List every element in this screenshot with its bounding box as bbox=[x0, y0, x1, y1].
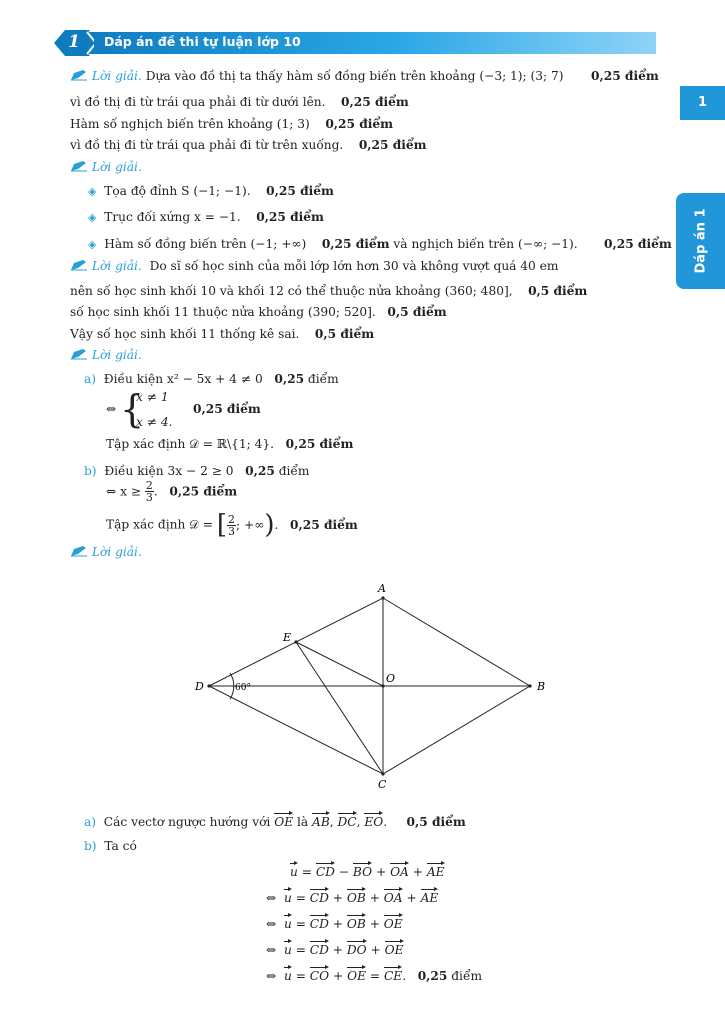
vector: OA bbox=[384, 888, 403, 905]
equiv-symbol: ⇔ bbox=[266, 969, 277, 983]
vector: OB bbox=[347, 888, 366, 905]
operator: + bbox=[332, 917, 343, 931]
operator: + bbox=[332, 943, 343, 957]
vector: OE bbox=[385, 940, 404, 957]
diamond-bullet-icon: ◈ bbox=[88, 185, 97, 198]
vector: CD bbox=[310, 940, 329, 957]
q4a-line3: Tập xác định 𝒟 = ℝ\{1; 4}. 0,25 điểm bbox=[106, 437, 354, 451]
operator: + bbox=[370, 943, 381, 957]
diamond-bullet-icon: ◈ bbox=[88, 211, 97, 224]
vector: AE bbox=[427, 862, 445, 879]
solution-label: Lời giải. bbox=[91, 69, 142, 83]
pencil-icon bbox=[70, 259, 88, 271]
page-number-tab: 1 bbox=[680, 86, 725, 120]
equation-row: ⇔ u = CO + OE = CE. 0,25 điểm bbox=[266, 966, 482, 983]
label-a: A bbox=[378, 582, 386, 595]
q4a-line2-points: 0,25 điểm bbox=[193, 402, 261, 416]
segment-eo bbox=[296, 642, 383, 686]
q4a-equiv: ⇔ bbox=[106, 402, 117, 416]
q3-line4: Vậy số học sinh khối 11 thống kê sai. 0,5 điểm bbox=[70, 327, 375, 341]
vector: CD bbox=[316, 862, 335, 879]
vector-u: u bbox=[284, 888, 292, 905]
point-b bbox=[528, 684, 531, 687]
operator: + bbox=[333, 969, 344, 983]
operator: + bbox=[406, 891, 417, 905]
label-c: C bbox=[378, 778, 387, 791]
equiv-symbol: ⇔ bbox=[266, 917, 277, 931]
operator: + bbox=[369, 891, 380, 905]
vector: OE bbox=[347, 966, 366, 983]
q2-bullet3-points: 0,25 điểm bbox=[604, 237, 672, 251]
equation-row: u = CD − BO + OA + AE bbox=[290, 862, 445, 879]
q2-bullet2: ◈ Trục đối xứng x = −1. 0,25 điểm bbox=[88, 210, 324, 224]
vector: CD bbox=[310, 914, 329, 931]
section-tab-label: Dáp án 1 bbox=[693, 208, 708, 274]
rhombus-figure bbox=[180, 578, 560, 793]
operator: + bbox=[332, 891, 343, 905]
q1-line1: Lời giải. Dựa vào đồ thị ta thấy hàm số đồng biến trên khoảng (−3; 1); (3; 7) bbox=[70, 69, 564, 83]
section-banner bbox=[52, 30, 656, 56]
banner-title: Dáp án đề thi tự luận lớp 10 bbox=[104, 34, 301, 49]
equation-row: ⇔ u = CD + OB + OA + AE bbox=[266, 888, 438, 905]
operator: − bbox=[338, 865, 350, 879]
equiv-symbol: ⇔ bbox=[266, 943, 277, 957]
q4b-line1: b) Điều kiện 3x − 2 ≥ 0 0,25 điểm bbox=[84, 464, 310, 478]
vector: OB bbox=[347, 914, 366, 931]
q3-line3: số học sinh khối 11 thuộc nửa khoảng (390; 520]. 0,5 điểm bbox=[70, 305, 447, 319]
vector: DO bbox=[347, 940, 367, 957]
equation-row: ⇔ u = CD + DO + OE bbox=[266, 940, 404, 957]
q1-line1-points: 0,25 điểm bbox=[591, 69, 659, 83]
vector-u: u bbox=[284, 966, 292, 983]
operator: + bbox=[412, 865, 423, 879]
point-o bbox=[381, 684, 384, 687]
vector: AE bbox=[421, 888, 439, 905]
pencil-icon bbox=[70, 69, 88, 81]
q2-bullet3: ◈ Hàm số đồng biến trên (−1; +∞) 0,25 điểm và nghịch biến trên (−∞; −1). bbox=[88, 237, 578, 251]
q4-solution: Lời giải. bbox=[70, 348, 142, 362]
banner-number: 1 bbox=[68, 32, 80, 52]
equation-row: ⇔ u = CD + OB + OE bbox=[266, 914, 403, 931]
q1-line4: vì đồ thị đi từ trái qua phải đi từ trên xuống. 0,25 điểm bbox=[70, 138, 427, 152]
q2-bullet1: ◈ Tọa độ đỉnh S (−1; −1). 0,25 điểm bbox=[88, 184, 334, 198]
angle-label: 60° bbox=[235, 683, 251, 693]
operator: + bbox=[369, 917, 380, 931]
q1-line3: Hàm số nghịch biến trên khoảng (1; 3) 0,25 điểm bbox=[70, 117, 394, 131]
vector: CO bbox=[310, 966, 329, 983]
q2-solution: Lời giải. bbox=[70, 160, 142, 174]
q4b-line3: Tập xác định 𝒟 = [ $\frac{2}{3}$ ; +∞). 0,25 điểm bbox=[106, 510, 358, 540]
pencil-icon bbox=[70, 545, 88, 557]
section-tab[interactable] bbox=[676, 193, 725, 289]
pencil-icon bbox=[70, 348, 88, 360]
vector: BO bbox=[353, 862, 372, 879]
q5a-line: a) Các vectơ ngược hướng với OE là AB, DC, EO. 0,5 điểm bbox=[84, 812, 466, 829]
vector: OE bbox=[384, 914, 403, 931]
label-d: D bbox=[195, 680, 204, 693]
label-e: E bbox=[283, 631, 292, 644]
point-a bbox=[381, 596, 384, 599]
segment-ec bbox=[296, 642, 383, 774]
vector-u: u bbox=[284, 914, 292, 931]
q3-line2: nên số học sinh khối 10 và khối 12 có thể thuộc nửa khoảng (360; 480], 0,5 điểm bbox=[70, 284, 588, 298]
point-d bbox=[207, 684, 210, 687]
q3-line1: Lời giải. Do sĩ số học sinh của mỗi lớp lớn hơn 30 và không vượt quá 40 em bbox=[70, 259, 558, 273]
q1-line2: vì đồ thị đi từ trái qua phải đi từ dưới lên. 0,25 điểm bbox=[70, 95, 409, 109]
operator: + bbox=[375, 865, 387, 879]
vector: OA bbox=[390, 862, 409, 879]
label-b: B bbox=[537, 680, 546, 693]
point-c bbox=[381, 772, 384, 775]
vector-u: u bbox=[284, 940, 292, 957]
diamond-bullet-icon: ◈ bbox=[88, 238, 97, 251]
q5-solution: Lời giải. bbox=[70, 545, 142, 559]
vector-u: u bbox=[290, 862, 298, 879]
point-e bbox=[294, 640, 297, 643]
label-o: O bbox=[386, 672, 396, 685]
equiv-symbol: ⇔ bbox=[266, 891, 277, 905]
q4a-line1: a) Điều kiện x² − 5x + 4 ≠ 0 0,25 điểm bbox=[84, 372, 339, 386]
pencil-icon bbox=[70, 160, 88, 172]
q5b-line: b) Ta có bbox=[84, 839, 137, 853]
q4b-line2: ⇔ x ≥ $\frac{2}{3}$ . 0,25 điểm bbox=[106, 479, 238, 504]
vector: CD bbox=[310, 888, 329, 905]
vector: CE bbox=[384, 966, 402, 983]
operator: = bbox=[369, 969, 381, 983]
